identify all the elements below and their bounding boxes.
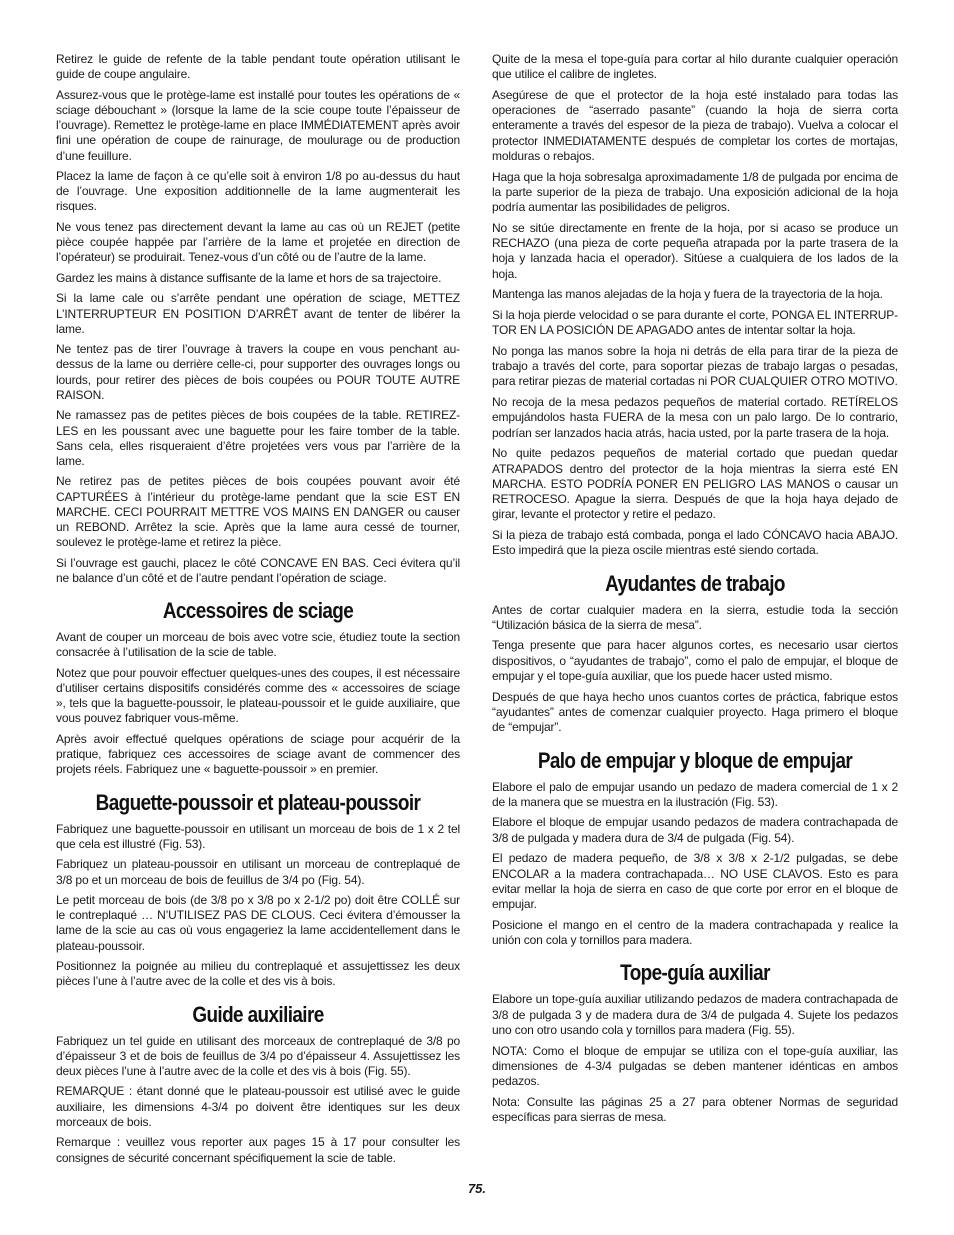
paragraph: Quite de la mesa el tope-guía para cortar al hilo durante cualquier operación que utilice el calibre de ingletes. <box>492 52 898 82</box>
paragraph: Le petit morceau de bois (de 3/8 po x 3/8 po x 2-1/2 po) doit être COLLÉ sur le contreplaqué … N’UTILISEZ PAS DE CLOUS. Ceci évitera d’émousser la lame de la scie au cas où vous engageriez la lame accidentellement dans le plateau-poussoir. <box>56 893 460 953</box>
paragraph: Retirez le guide de refente de la table pendant toute opération utilisant le guide de coupe angulaire. <box>56 52 460 82</box>
section-heading: Accessoires de sciage <box>162 598 354 624</box>
paragraph: Tenga presente que para hacer algunos cortes, es necesario usar ciertos dispositivos, o “ayudantes de trabajo”, como el palo de empujar, el bloque de empujar y el tope-guía auxiliar, que los puede hacer usted mismo. <box>492 638 898 684</box>
section-ayudantes-de-trabajo <box>492 571 898 736</box>
paragraph: Después de que haya hecho unos cuantos cortes de práctica, fabrique estos “ayudantes” antes de comenzar cualquier proyecto. Haga primero el bloque de “empujar”. <box>492 689 898 735</box>
paragraph: Positionnez la poignée au milieu du contreplaqué et assujettissez les deux pièces l’une à l’autre avec de la colle et des vis à bois. <box>56 959 460 989</box>
section-heading: Palo de empujar y bloque de empujar <box>537 747 853 773</box>
paragraph: Notez que pour pouvoir effectuer quelques-unes des coupes, il est nécessaire d’utiliser certains dispositifs considérés comme des « accessoires de sciage », tels que la baguette-poussoir, le plateau-poussoir et le guide auxiliaire, que vous pouvez fabriquer vous-même. <box>56 665 460 726</box>
paragraph: No quite pedazos pequeños de material cortado que puedan quedar ATRAPADOS dentro del protector de la hoja mientras la sierra esté EN MARCHA. ESTO PODRÍA PONER EN PELIGRO LAS MANOS o causar un RETROCESO. Apague la sierra. Después de que la hoja haya dejado de girar, levante el protector y retire el pedazo. <box>492 446 898 522</box>
section-accessoires-de-sciage <box>56 598 460 777</box>
paragraph: REMARQUE : étant donné que le plateau-poussoir est utilisé avec le guide auxiliaire, les dimensions 4-3/4 po doivent être identiques sur les deux morceaux de bois. <box>56 1084 460 1129</box>
paragraph: Placez la lame de façon à ce qu’elle soit à environ 1/8 po au-dessus du haut de l’ouvrage. Une exposition additionnelle de la lame augmenterait les risques. <box>56 169 460 214</box>
left-column-french <box>56 52 460 1171</box>
paragraph: Si la hoja pierde velocidad o se para durante el corte, PONGA EL INTERRUP-TOR EN LA POSICIÓN DE APAGADO antes de intentar soltar la hoja. <box>492 307 898 338</box>
paragraph: No se sitúe directamente en frente de la hoja, por si acaso se produce un RECHAZO (una pieza de corte pequeña atrapada por la parte trasera de la hoja y lanzada hacia el operador). Sitúese a cualquiera de los lados de la hoja. <box>492 220 898 281</box>
paragraph: Ne tentez pas de tirer l’ouvrage à travers la coupe en vous penchant au-dessus de la lame ou derrière celle-ci, pour supporter des ouvrages longs ou lourds, pour retirer des pièces de bois coupées ou POUR TOUTE AUTRE RAISON. <box>56 342 460 402</box>
section-heading: Baguette-poussoir et plateau-poussoir <box>95 789 421 815</box>
paragraph: Ne ramassez pas de petites pièces de bois coupées de la table. RETIREZ-LES en les poussant avec une baguette pour les faire tomber de la table. Sans cela, elles risqueraient d’être projetées vers vous par l’arrière de la lame. <box>56 408 460 468</box>
paragraph: Elabore un tope-guía auxiliar utilizando pedazos de madera contrachapada de 3/8 de pulgada 3 y de madera dura de 3/4 de pulgada 4. Sujete los pedazos uno con otro usando cola y tornillos para madera (Fig. 55). <box>492 992 898 1037</box>
paragraph: Si la pieza de trabajo está combada, ponga el lado CÓNCAVO hacia ABAJO. Esto impedirá que la pieza oscile mientras esté siendo cortada. <box>492 527 898 558</box>
paragraph: Après avoir effectué quelques opérations de sciage pour acquérir de la pratique, fabriquez ces accessoires de sciage avant de commencer des projets réels. Fabriquez une « baguette-poussoir » en premier. <box>56 731 460 777</box>
section-palo-de-empujar <box>492 748 898 949</box>
paragraph: Assurez-vous que le protège-lame est installé pour toutes les opérations de « sciage débouchant » (lorsque la lame de la scie coupe toute l’épaisseur de l’ouvrage). Remettez le protège-lame en place IMMÉDIATEMENT après avoir fini une opération de coupe de rainurage, de moulurage ou de production d’une feuillure. <box>56 87 460 163</box>
right-column-spanish <box>492 52 898 1131</box>
paragraph: Elabore el palo de empujar usando un pedazo de madera comercial de 1 x 2 de la manera que se muestra en la ilustración (Fig. 53). <box>492 779 898 809</box>
page-number: 75. <box>467 1181 487 1196</box>
paragraph: Elabore el bloque de empujar usando pedazos de madera contrachapada de 3/8 de pulgada y madera dura de 3/4 de pulgada (Fig. 54). <box>492 815 898 845</box>
section-tope-guia-auxiliar <box>492 960 898 1125</box>
paragraph: No recoja de la mesa pedazos pequeños de material cortado. RETÍRELOS empujándolos hasta FUERA de la mesa con un palo largo. De lo contrario, podrían ser lanzados hacia atrás, hacia usted, por la parte trasera de la hoja. <box>492 395 898 440</box>
paragraph: Ne vous tenez pas directement devant la lame au cas où un REJET (petite pièce coupée happée par l’arrière de la lame et projetée en direction de l’opérateur) se produirait. Tenez-vous d’un côté ou de l’autre de la lame. <box>56 219 460 265</box>
section-guide-auxiliaire <box>56 1002 460 1166</box>
paragraph: Ne retirez pas de petites pièces de bois coupées pouvant avoir été CAPTURÉES à l’intérieur du protège-lame pendant que la scie EST EN MARCHE. CECI POURRAIT METTRE VOS MAINS EN DANGER ou causer un REBOND. Arrêtez la scie. Après que la lame aura cessé de tourner, soulevez le protège-lame et retirez la pièce. <box>56 474 460 550</box>
paragraph: Haga que la hoja sobresalga aproximadamente 1/8 de pulgada por encima de la parte superior de la pieza de trabajo. Una exposición adicional de la hoja podría aumentar las posibilidades de peligros. <box>492 169 898 215</box>
paragraph: No ponga las manos sobre la hoja ni detrás de ella para tirar de la pieza de trabajo a través del corte, para soportar piezas de trabajo largas o pesadas, para retirar piezas de material cortadas ni POR CUALQUIER OTRO MOTIVO. <box>492 343 898 389</box>
paragraph: Fabriquez un tel guide en utilisant des morceaux de contreplaqué de 3/8 po d’épaisseur 3 et de bois de feuillus de 3/4 po d’épaisseur 4. Assujettissez les deux pièces l’une à l’autre avec de la colle et des vis à bois (Fig. 55). <box>56 1033 460 1078</box>
paragraph: Asegúrese de que el protector de la hoja esté instalado para todas las operaciones de “aserrado pasante” (cuando la hoja de sierra corta enteramente a través del espesor de la pieza de trabajo). Vuelva a colocar el protector INMEDIATAMENTE después de completar los cortes de mortajas, molduras o rebajos. <box>492 87 898 164</box>
paragraph: Antes de cortar cualquier madera en la sierra, estudie toda la sección “Utilización básica de la sierra de mesa”. <box>492 602 898 632</box>
section-heading: Ayudantes de trabajo <box>605 570 785 596</box>
paragraph: Gardez les mains à distance suffisante de la lame et hors de sa trajectoire. <box>56 270 442 285</box>
paragraph: NOTA: Como el bloque de empujar se utiliza con el tope-guía auxiliar, las dimensiones de 4-3/4 pulgadas se deben mantener idénticas en ambos pedazos. <box>492 1043 898 1089</box>
paragraph: Si l’ouvrage est gauchi, placez le côté CONCAVE EN BAS. Ceci évitera qu’il ne balance d’un côté et de l’autre pendant l’opération de sciage. <box>56 555 460 585</box>
paragraph: Avant de couper un morceau de bois avec votre scie, étudiez toute la section consacrée à l’utilisation de la scie de table. <box>56 630 460 660</box>
paragraph: Fabriquez une baguette-poussoir en utilisant un morceau de bois de 1 x 2 tel que cela est illustré (Fig. 53). <box>56 821 460 851</box>
paragraph: Mantenga las manos alejadas de la hoja y fuera de la trayectoria de la hoja. <box>492 287 883 302</box>
paragraph: Remarque : veuillez vous reporter aux pages 15 à 17 pour consulter les consignes de sécurité concernant spécifiquement la scie de table. <box>56 1135 460 1165</box>
section-baguette-poussoir <box>56 790 460 990</box>
paragraph: Nota: Consulte las páginas 25 a 27 para obtener Normas de seguridad específicas para sierras de mesa. <box>492 1094 898 1125</box>
section-heading: Tope-guía auxiliar <box>620 960 770 986</box>
paragraph: Posicione el mango en el centro de la madera contrachapada y realice la unión con cola y tornillos para madera. <box>492 917 898 948</box>
paragraph: Si la lame cale ou s’arrête pendant une opération de sciage, METTEZ L’INTERRUPTEUR EN POSITION D’ARRÊT avant de tenter de libérer la lame. <box>56 291 460 336</box>
paragraph: El pedazo de madera pequeño, de 3/8 x 3/8 x 2-1/2 pulgadas, se debe ENCOLAR a la madera contrachapada… NO USE CLAVOS. Esto es para evitar mellar la hoja de sierra en caso de que corte por error en el bloque de empujar. <box>492 851 898 912</box>
section-heading: Guide auxiliaire <box>192 1001 324 1027</box>
paragraph: Fabriquez un plateau-poussoir en utilisant un morceau de contreplaqué de 3/8 po et un morceau de bois de feuillus de 3/4 po (Fig. 54). <box>56 857 460 887</box>
